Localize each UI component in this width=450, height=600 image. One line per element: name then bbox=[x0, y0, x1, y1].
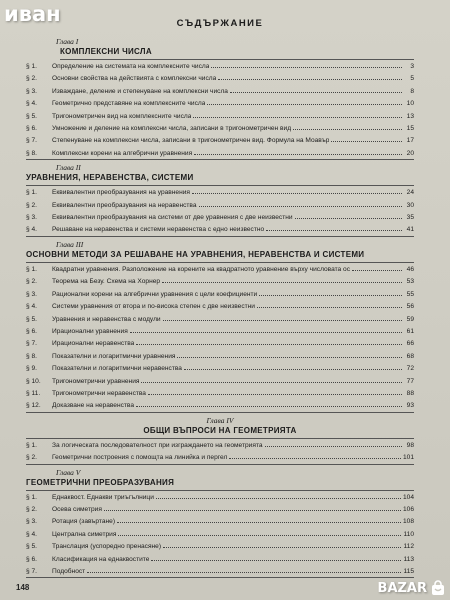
section-page: 59 bbox=[406, 315, 414, 323]
dot-leader bbox=[207, 97, 402, 105]
dot-leader bbox=[192, 186, 402, 194]
section-title: Геометрични построения с помощта на линийка и пергел bbox=[52, 454, 228, 462]
section-page: 3 bbox=[410, 63, 414, 70]
toc-entry bbox=[26, 362, 414, 374]
section-number: § 5. bbox=[26, 112, 37, 120]
section-title: Показателни и логаритмични уравнения bbox=[52, 352, 176, 360]
section-title: Степенуване на комплексни числа, записани в тригонометричен вид. Формула на Моавър bbox=[52, 137, 330, 145]
dot-leader bbox=[117, 515, 401, 523]
chapter-entries bbox=[26, 491, 414, 579]
section-title: Еквивалентни преобразувания на системи от две уравнения с две неизвестни bbox=[52, 214, 293, 222]
chapter-entries bbox=[26, 263, 414, 413]
dot-leader bbox=[194, 147, 402, 155]
section-number: § 3. bbox=[26, 290, 37, 298]
section-page: 72 bbox=[406, 365, 414, 373]
toc-entry bbox=[26, 72, 414, 84]
chapter-entries bbox=[26, 439, 414, 465]
section-title: Геометрично представяне на комплексните числа bbox=[52, 100, 206, 108]
dot-leader bbox=[148, 387, 402, 395]
section-page: 113 bbox=[403, 555, 414, 563]
section-title: Транслация (успоредно пренасяне) bbox=[52, 543, 162, 551]
section-page: 5 bbox=[410, 75, 414, 83]
dot-leader bbox=[257, 300, 402, 308]
section-page: 106 bbox=[402, 505, 414, 513]
section-page: 35 bbox=[406, 214, 414, 222]
section-number: § 6. bbox=[26, 555, 37, 563]
chapter-title: ГЕОМЕТРИЧНИ ПРЕОБРАЗУВАНИЯ bbox=[26, 477, 414, 491]
chapter-label: Глава V bbox=[56, 467, 81, 477]
section-number: § 11. bbox=[26, 389, 41, 397]
toc-entry bbox=[26, 528, 414, 540]
dot-leader bbox=[130, 325, 402, 333]
chapter-1 bbox=[26, 37, 414, 160]
toc-entry bbox=[26, 540, 414, 552]
section-title: Ирационални неравенства bbox=[52, 340, 135, 348]
toc-entry bbox=[26, 275, 414, 287]
toc-entry bbox=[26, 60, 414, 72]
dot-leader bbox=[211, 60, 402, 68]
chapter-title: КОМПЛЕКСНИ ЧИСЛА bbox=[60, 46, 414, 60]
section-title: Класификация на еднаквостите bbox=[52, 555, 150, 563]
section-title: Тригонометрични неравенства bbox=[52, 389, 146, 397]
chapter-title: ОСНОВНИ МЕТОДИ ЗА РЕШАВАНЕ НА УРАВНЕНИЯ, НЕРАВЕНСТВА И СИСТЕМИ bbox=[26, 249, 414, 263]
section-number: § 1. bbox=[26, 265, 37, 273]
section-number: § 2. bbox=[26, 201, 37, 209]
toc-entry bbox=[26, 147, 414, 159]
section-page: 110 bbox=[403, 530, 414, 538]
dot-leader bbox=[156, 491, 401, 499]
section-title: Теорема на Безу. Схема на Хорнер bbox=[52, 278, 161, 286]
toc-entry bbox=[26, 337, 414, 349]
section-page: 66 bbox=[406, 340, 414, 348]
toc-entry bbox=[26, 85, 414, 97]
section-number: § 3. bbox=[26, 518, 37, 526]
dot-leader bbox=[229, 451, 401, 459]
dot-leader bbox=[230, 85, 402, 93]
dot-leader bbox=[266, 223, 402, 231]
chapter-5 bbox=[26, 468, 414, 579]
section-number: § 3. bbox=[26, 214, 37, 222]
section-page: 8 bbox=[410, 87, 414, 95]
section-title: За логическата последователност при изграждането на геометрията bbox=[52, 441, 263, 449]
toc-entry bbox=[26, 313, 414, 325]
section-number: § 2. bbox=[26, 454, 37, 462]
section-page: 13 bbox=[406, 112, 414, 120]
section-title: Системи уравнения от втора и по-висока степен с две неизвестни bbox=[52, 303, 255, 311]
section-page: 56 bbox=[406, 303, 414, 311]
toc-entry bbox=[26, 134, 414, 146]
section-title: Изваждане, деление и степенуване на комплексни числа bbox=[52, 87, 228, 95]
dot-leader bbox=[151, 553, 401, 561]
section-number: § 3. bbox=[26, 87, 37, 95]
section-title: Рационални корени на алгебрични уравнения с цели коефициенти bbox=[52, 290, 258, 298]
section-page: 61 bbox=[406, 327, 414, 335]
section-title: Определение на системата на комплексните числа bbox=[52, 63, 210, 70]
bazar-text: BAZAR bbox=[377, 580, 427, 596]
section-title: Комплексни корени на алгебрични уравнения bbox=[52, 149, 193, 157]
toc-entry bbox=[26, 553, 414, 565]
section-page: 15 bbox=[406, 125, 414, 133]
toc-entry bbox=[26, 223, 414, 235]
watermark-logo bbox=[378, 580, 446, 596]
section-page: 46 bbox=[406, 265, 414, 273]
toc-entry bbox=[26, 199, 414, 211]
section-page: 93 bbox=[406, 402, 414, 410]
chapter-title: ОБЩИ ВЪПРОСИ НА ГЕОМЕТРИЯТА bbox=[26, 425, 414, 439]
section-number: § 4. bbox=[26, 100, 37, 108]
dot-leader bbox=[218, 72, 402, 80]
section-number: § 4. bbox=[26, 303, 37, 311]
section-page: 41 bbox=[406, 226, 414, 234]
dot-leader bbox=[162, 275, 402, 283]
section-page: 24 bbox=[406, 189, 414, 197]
toc-entry bbox=[26, 97, 414, 109]
section-title: Ирационални уравнения bbox=[52, 327, 128, 335]
section-title: Квадратни уравнения. Разположение на корените на квадратното уравнение върху числовата ос bbox=[52, 265, 351, 273]
dot-leader bbox=[331, 134, 402, 142]
section-page: 108 bbox=[402, 518, 414, 526]
toc-entry bbox=[26, 439, 414, 451]
section-number: § 9. bbox=[26, 365, 37, 373]
section-title: Основни свойства на действията с комплексни числа bbox=[52, 75, 217, 83]
chapter-title: УРАВНЕНИЯ, НЕРАВЕНСТВА, СИСТЕМИ bbox=[26, 172, 414, 186]
toc-entry bbox=[26, 451, 414, 463]
dot-leader bbox=[193, 110, 402, 118]
toc-entry bbox=[26, 350, 414, 362]
section-page: 53 bbox=[406, 278, 414, 286]
section-number: § 1. bbox=[26, 493, 37, 501]
bazar-bag-icon bbox=[430, 580, 446, 596]
section-title: Ротация (завъртане) bbox=[52, 518, 116, 526]
section-number: § 4. bbox=[26, 226, 37, 234]
section-number: § 2. bbox=[26, 278, 37, 286]
section-number: § 5. bbox=[26, 315, 37, 323]
section-page: 17 bbox=[406, 137, 414, 145]
page-number: 148 bbox=[16, 583, 30, 592]
chapter-3 bbox=[26, 240, 414, 413]
section-page: 20 bbox=[406, 149, 414, 157]
toc-entry bbox=[26, 491, 414, 503]
section-number: § 6. bbox=[26, 327, 37, 335]
toc-entry bbox=[26, 122, 414, 134]
section-number: § 2. bbox=[26, 505, 37, 513]
section-number: § 4. bbox=[26, 530, 37, 538]
toc-entry bbox=[26, 325, 414, 337]
chapter-4 bbox=[26, 416, 414, 465]
dot-leader bbox=[184, 362, 402, 370]
toc-entry bbox=[26, 211, 414, 223]
section-title: Еднаквост. Еднакви триъгълници bbox=[52, 493, 154, 501]
chapter-2 bbox=[26, 163, 414, 237]
section-title: Уравнения и неравенства с модули bbox=[52, 315, 161, 323]
section-number: § 10. bbox=[26, 377, 41, 385]
watermark-username: иван bbox=[4, 2, 61, 26]
toc-entry bbox=[26, 288, 414, 300]
section-page: 68 bbox=[406, 352, 414, 360]
section-title: Решаване на неравенства и системи неравенства с едно неизвестно bbox=[52, 226, 265, 234]
section-title: Подобност bbox=[52, 568, 86, 575]
section-title: Тригонометричен вид на комплексните числа bbox=[52, 112, 192, 120]
section-number: § 12. bbox=[26, 402, 41, 410]
toc-entry bbox=[26, 300, 414, 312]
section-title: Тригонометрични уравнения bbox=[52, 377, 140, 385]
dot-leader bbox=[265, 439, 402, 447]
section-page: 98 bbox=[406, 441, 414, 449]
table-of-contents bbox=[26, 14, 414, 581]
section-page: 77 bbox=[406, 377, 414, 385]
section-number: § 8. bbox=[26, 352, 37, 360]
dot-leader bbox=[293, 122, 402, 130]
section-title: Централна симетрия bbox=[52, 530, 117, 538]
toc-entry bbox=[26, 515, 414, 527]
dot-leader bbox=[87, 565, 401, 573]
dot-leader bbox=[177, 350, 402, 358]
toc-entry bbox=[26, 263, 414, 275]
section-number: § 1. bbox=[26, 189, 37, 197]
toc-entry bbox=[26, 375, 414, 387]
dot-leader bbox=[163, 313, 402, 321]
section-page: 115 bbox=[403, 568, 414, 575]
page-title: СЪДЪРЖАНИЕ bbox=[176, 18, 264, 29]
section-title: Доказване на неравенства bbox=[52, 402, 135, 410]
dot-leader bbox=[295, 211, 402, 219]
dot-leader bbox=[199, 199, 402, 207]
section-number: § 5. bbox=[26, 543, 37, 551]
section-title: Осева симетрия bbox=[52, 505, 102, 513]
toc-entry bbox=[26, 565, 414, 577]
section-page: 10 bbox=[406, 100, 414, 108]
section-number: § 1. bbox=[26, 441, 37, 449]
dot-leader bbox=[352, 263, 402, 271]
section-title: Еквивалентни преобразувания на неравенства bbox=[52, 201, 197, 209]
chapter-entries bbox=[26, 186, 414, 237]
section-title: Еквивалентни преобразувания на уравнения bbox=[52, 189, 190, 197]
section-number: § 2. bbox=[26, 75, 37, 83]
chapter-label: Глава IV bbox=[206, 415, 234, 425]
toc-entry bbox=[26, 110, 414, 122]
dot-leader bbox=[259, 288, 402, 296]
section-page: 112 bbox=[403, 543, 414, 551]
section-number: § 7. bbox=[26, 568, 37, 575]
section-title: Умножение и деление на комплексни числа, записани в тригонометричен вид bbox=[52, 125, 292, 133]
section-title: Показателни и логаритмични неравенства bbox=[52, 365, 182, 373]
toc-entry bbox=[26, 503, 414, 515]
section-number: § 7. bbox=[26, 340, 37, 348]
dot-leader bbox=[136, 337, 402, 345]
section-page: 55 bbox=[406, 290, 414, 298]
chapter-entries bbox=[26, 60, 414, 160]
dot-leader bbox=[141, 375, 402, 383]
section-page: 30 bbox=[406, 201, 414, 209]
section-number: § 7. bbox=[26, 137, 37, 145]
toc-entry bbox=[26, 186, 414, 198]
chapter-label: Глава II bbox=[56, 163, 81, 173]
dot-leader bbox=[104, 503, 401, 511]
section-number: § 6. bbox=[26, 125, 37, 133]
section-number: § 8. bbox=[26, 149, 37, 157]
section-number: § 1. bbox=[26, 63, 37, 70]
toc-entry bbox=[26, 399, 414, 411]
toc-entry bbox=[26, 387, 414, 399]
dot-leader bbox=[136, 399, 402, 407]
chapter-label: Глава III bbox=[56, 239, 84, 249]
dot-leader bbox=[163, 540, 401, 548]
section-page: 104 bbox=[402, 493, 414, 501]
dot-leader bbox=[118, 528, 401, 536]
section-page: 101 bbox=[402, 454, 414, 462]
chapter-label: Глава I bbox=[56, 37, 79, 46]
section-page: 88 bbox=[406, 389, 414, 397]
